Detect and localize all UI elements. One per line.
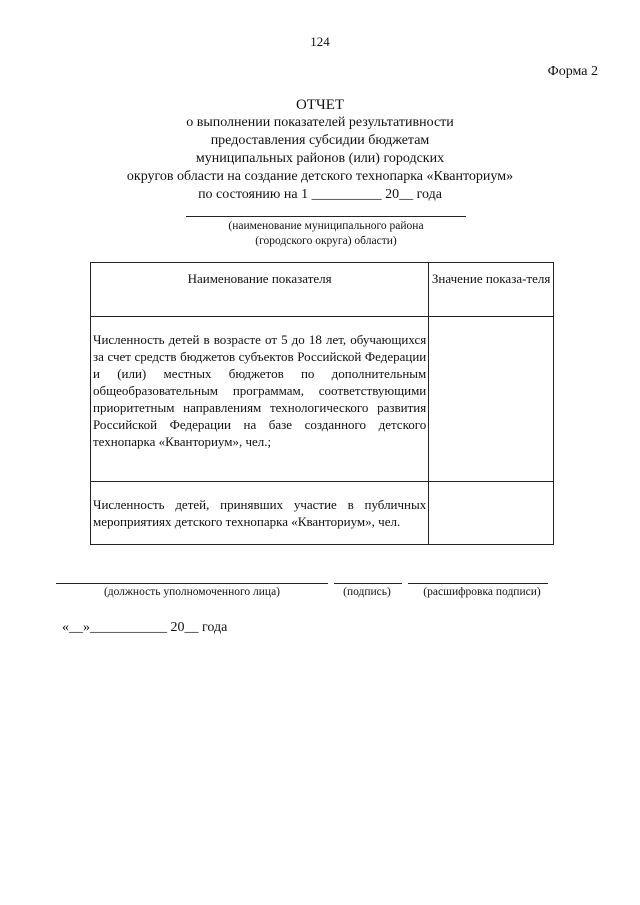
report-heading: ОТЧЕТ xyxy=(295,97,345,113)
indicator-name: Численность детей в возрасте от 5 до 18 лет, обучающихся за счет средств бюджетов субъектов Российской Федерации и (или) местных бюджетов по дополнительным общеобразовательным программам, соответствующими приоритетным направлениям технологического развития Российской Федерации на базе созданного детского технопарка «Кванториум», чел.; xyxy=(93,332,427,449)
form-label: Форма 2 xyxy=(547,64,598,79)
title-line: округов области на создание детского технопарка «Кванториум» xyxy=(126,169,514,184)
header-indicator-value: Значение показа-теля xyxy=(429,263,554,317)
indicator-value-cell xyxy=(429,482,554,545)
table-header-row xyxy=(91,263,554,317)
indicator-name: Численность детей, принявших участие в публичных мероприятиях детского технопарка «Кванториум», чел. xyxy=(93,497,427,529)
position-caption: (должность уполномоченного лица) xyxy=(103,586,281,598)
title-line: по состоянию на 1 __________ 20__ года xyxy=(198,187,442,202)
indicators-table xyxy=(90,262,554,545)
report-title-block xyxy=(100,96,540,204)
indicator-value-cell xyxy=(429,317,554,482)
title-line: муниципальных районов (или) городских xyxy=(195,151,445,166)
signature-decoding-caption: (расшифровка подписи) xyxy=(423,586,541,598)
caption-line: (городского округа) области) xyxy=(255,235,397,247)
signature-line xyxy=(334,583,402,584)
caption-line: (наименование муниципального района xyxy=(228,220,424,232)
page-number: 124 xyxy=(310,34,330,49)
table-row xyxy=(91,482,554,545)
title-line: о выполнении показателей результативности xyxy=(186,115,454,130)
indicator-name-cell xyxy=(91,317,429,482)
signature-decoding-line xyxy=(408,583,548,584)
date-line: «__»___________ 20__ года xyxy=(62,620,228,635)
position-signature-line xyxy=(56,583,328,584)
header-indicator-name: Наименование показателя xyxy=(91,263,429,317)
table-row xyxy=(91,317,554,482)
municipality-name-caption xyxy=(150,219,502,249)
signature-caption: (подпись) xyxy=(343,586,391,598)
indicator-name-cell xyxy=(91,482,429,545)
municipality-name-line xyxy=(186,216,466,217)
title-line: предоставления субсидии бюджетам xyxy=(210,133,430,148)
